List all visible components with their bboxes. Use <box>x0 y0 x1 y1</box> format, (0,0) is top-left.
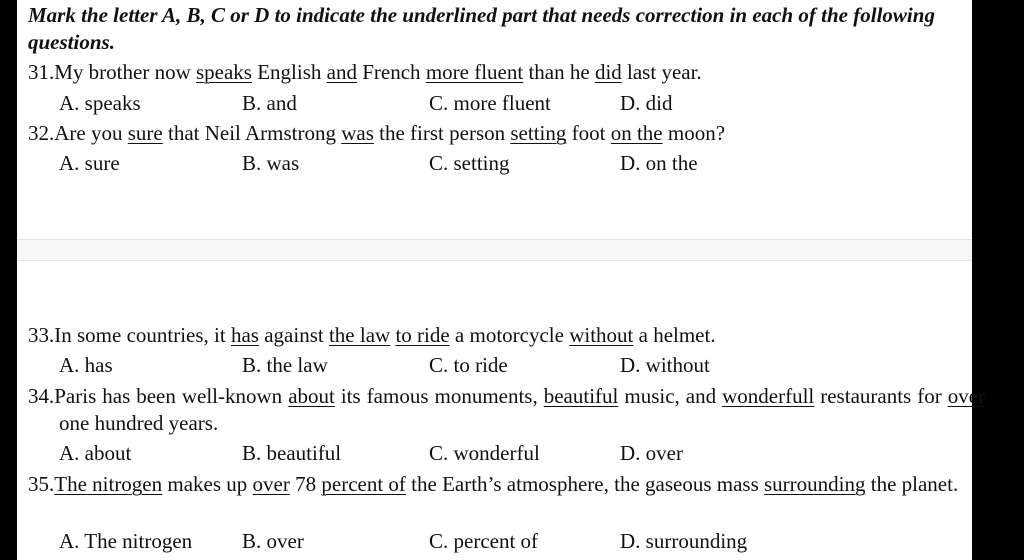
underlined-part: to ride <box>395 323 450 347</box>
stem-text: Are you <box>54 121 128 145</box>
question-34 <box>28 383 985 437</box>
stem-text: music, and <box>618 384 723 408</box>
question-number: 31. <box>28 60 55 84</box>
option-c[interactable]: C. percent of <box>429 529 539 553</box>
question-stem <box>54 60 701 84</box>
underlined-part: more fluent <box>425 60 524 84</box>
underlined-part: did <box>594 60 622 84</box>
stem-text: restaurants for <box>814 384 948 408</box>
instruction: Mark the letter A, B, C or D to indicate the underlined part that needs correction in each of the following questions. <box>28 3 935 54</box>
question-number: 35. <box>28 472 55 496</box>
stem-text: against <box>258 323 329 347</box>
question-stem <box>54 121 725 145</box>
question-33 <box>28 322 954 349</box>
option-c[interactable]: C. setting <box>429 151 510 175</box>
page-break <box>17 239 972 261</box>
question-stem <box>54 384 985 435</box>
question-32 <box>28 120 954 147</box>
options-35 <box>0 528 1024 555</box>
option-a[interactable]: A. The nitrogen <box>59 529 193 553</box>
stem-text: moon? <box>662 121 726 145</box>
stem-text: a helmet. <box>633 323 716 347</box>
stem-text: a motorcycle <box>449 323 570 347</box>
options-31 <box>0 90 1024 117</box>
option-a[interactable]: A. about <box>59 441 132 465</box>
underlined-part: about <box>288 384 335 408</box>
stem-text: its famous monuments, <box>334 384 544 408</box>
options-34 <box>0 440 1024 467</box>
underlined-part: speaks <box>195 60 252 84</box>
question-stem <box>54 472 958 496</box>
stem-text: that Neil Armstrong <box>162 121 342 145</box>
underlined-part: sure <box>127 121 163 145</box>
question-stem <box>54 323 715 347</box>
underlined-part: over <box>252 472 290 496</box>
underlined-part: over <box>947 384 986 408</box>
stem-text: In some countries, it <box>54 323 231 347</box>
underlined-part: and <box>326 60 357 84</box>
stem-text: foot <box>566 121 611 145</box>
option-b[interactable]: B. beautiful <box>242 441 342 465</box>
option-d[interactable]: D. without <box>620 353 710 377</box>
underlined-part: was <box>341 121 374 145</box>
underlined-part: surrounding <box>764 472 866 496</box>
option-d[interactable]: D. did <box>620 91 673 115</box>
question-number: 34. <box>28 384 55 408</box>
underlined-part: wonderfull <box>722 384 815 408</box>
stem-text: makes up <box>162 472 253 496</box>
underlined-part: beautiful <box>543 384 619 408</box>
underlined-part: The nitrogen <box>54 472 163 496</box>
stem-text: French <box>356 60 426 84</box>
underlined-part: the law <box>328 323 391 347</box>
stem-text: last year. <box>621 60 702 84</box>
underlined-part: percent of <box>321 472 406 496</box>
option-b[interactable]: B. was <box>242 151 300 175</box>
stem-text: Paris has been well-known <box>54 384 289 408</box>
option-a[interactable]: A. sure <box>59 151 120 175</box>
stem-text: 78 <box>289 472 322 496</box>
underlined-part: on the <box>610 121 663 145</box>
option-b[interactable]: B. and <box>242 91 297 115</box>
underlined-part: setting <box>510 121 567 145</box>
stem-text: than he <box>523 60 595 84</box>
stem-text: My brother now <box>54 60 196 84</box>
option-a[interactable]: A. has <box>59 353 113 377</box>
stem-text: the planet. <box>865 472 959 496</box>
stem-text: English <box>251 60 327 84</box>
underlined-part: without <box>569 323 634 347</box>
option-c[interactable]: C. more fluent <box>429 91 551 115</box>
option-d[interactable]: D. on the <box>620 151 698 175</box>
option-d[interactable]: D. surrounding <box>620 529 748 553</box>
option-b[interactable]: B. over <box>242 529 304 553</box>
underlined-part: has <box>230 323 259 347</box>
question-number: 32. <box>28 121 55 145</box>
question-31 <box>28 59 954 86</box>
option-b[interactable]: B. the law <box>242 353 328 377</box>
option-a[interactable]: A. speaks <box>59 91 141 115</box>
options-33 <box>0 352 1024 379</box>
stem-text: one hundred years. <box>59 411 219 435</box>
option-c[interactable]: C. to ride <box>429 353 508 377</box>
option-d[interactable]: D. over <box>620 441 683 465</box>
question-number: 33. <box>28 323 55 347</box>
options-32 <box>0 150 1024 177</box>
stem-text: the Earth’s atmosphere, the gaseous mass <box>405 472 764 496</box>
option-c[interactable]: C. wonderful <box>429 441 540 465</box>
question-35 <box>28 471 985 498</box>
stem-text: the first person <box>373 121 511 145</box>
